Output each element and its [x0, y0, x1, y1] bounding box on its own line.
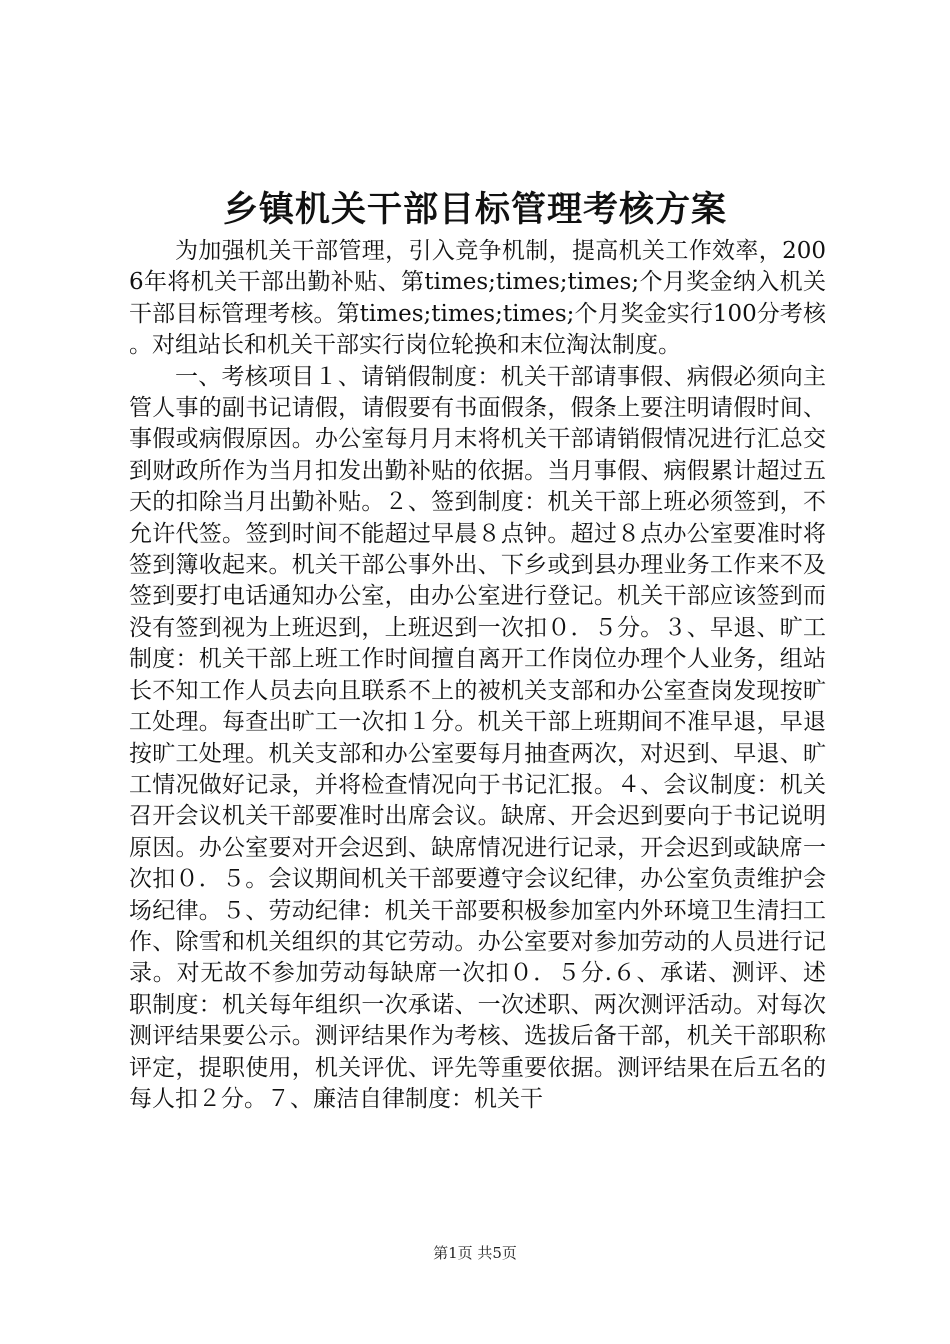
document-body	[129, 236, 826, 1115]
intro-paragraph: 为加强机关干部管理，引入竞争机制，提高机关工作效率，2006年将机关干部出勤补贴、第times;times;times;个月奖金纳入机关干部目标管理考核。第times;times;times;个月奖金实行100分考核。对组站长和机关干部实行岗位轮换和末位淘汰制度。	[129, 238, 826, 359]
document-title: 乡镇机关干部目标管理考核方案	[222, 190, 727, 230]
assessment-items-paragraph: 一、考核项目１、请销假制度：机关干部请事假、病假必须向主管人事的副书记请假，请假要有书面假条，假条上要注明请假时间、事假或病假原因。办公室每月月末将机关干部请销假情况进行汇总交到财政所作为当月扣发出勤补贴的依据。当月事假、病假累计超过五天的扣除当月出勤补贴。２、签到制度：机关干部上班必须签到，不允许代签。签到时间不能超过早晨８点钟。超过８点办公室要准时将签到簿收起来。机关干部公事外出、下乡或到县办理业务工作来不及签到要打电话通知办公室，由办公室进行登记。机关干部应该签到而没有签到视为上班迟到，上班迟到一次扣０．５分。３、早退、旷工制度：机关干部上班工作时间擅自离开工作岗位办理个人业务，组站长不知工作人员去向且联系不上的被机关支部和办公室查岗发现按旷工处理。每查出旷工一次扣１分。机关干部上班期间不准早退，早退按旷工处理。机关支部和办公室要每月抽查两次，对迟到、早退、旷工情况做好记录，并将检查情况向于书记汇报。４、会议制度：机关召开会议机关干部要准时出席会议。缺席、开会迟到要向于书记说明原因。办公室要对开会迟到、缺席情况进行记录，开会迟到或缺席一次扣０．５。会议期间机关干部要遵守会议纪律，办公室负责维护会场纪律。５、劳动纪律：机关干部要积极参加室内外环境卫生清扫工作、除雪和机关组织的其它劳动。办公室要对参加劳动的人员进行记录。对无故不参加劳动每缺席一次扣０．５分.６、承诺、测评、述职制度：机关每年组织一次承诺、一次述职、两次测评活动。对每次测评结果要公示。测评结果作为考核、选拔后备干部，机关干部职称评定，提职使用，机关评优、评先等重要依据。测评结果在后五名的每人扣２分。７、廉洁自律制度：机关干	[129, 363, 826, 1112]
page-number-footer: 第1页 共5页	[433, 1244, 517, 1262]
